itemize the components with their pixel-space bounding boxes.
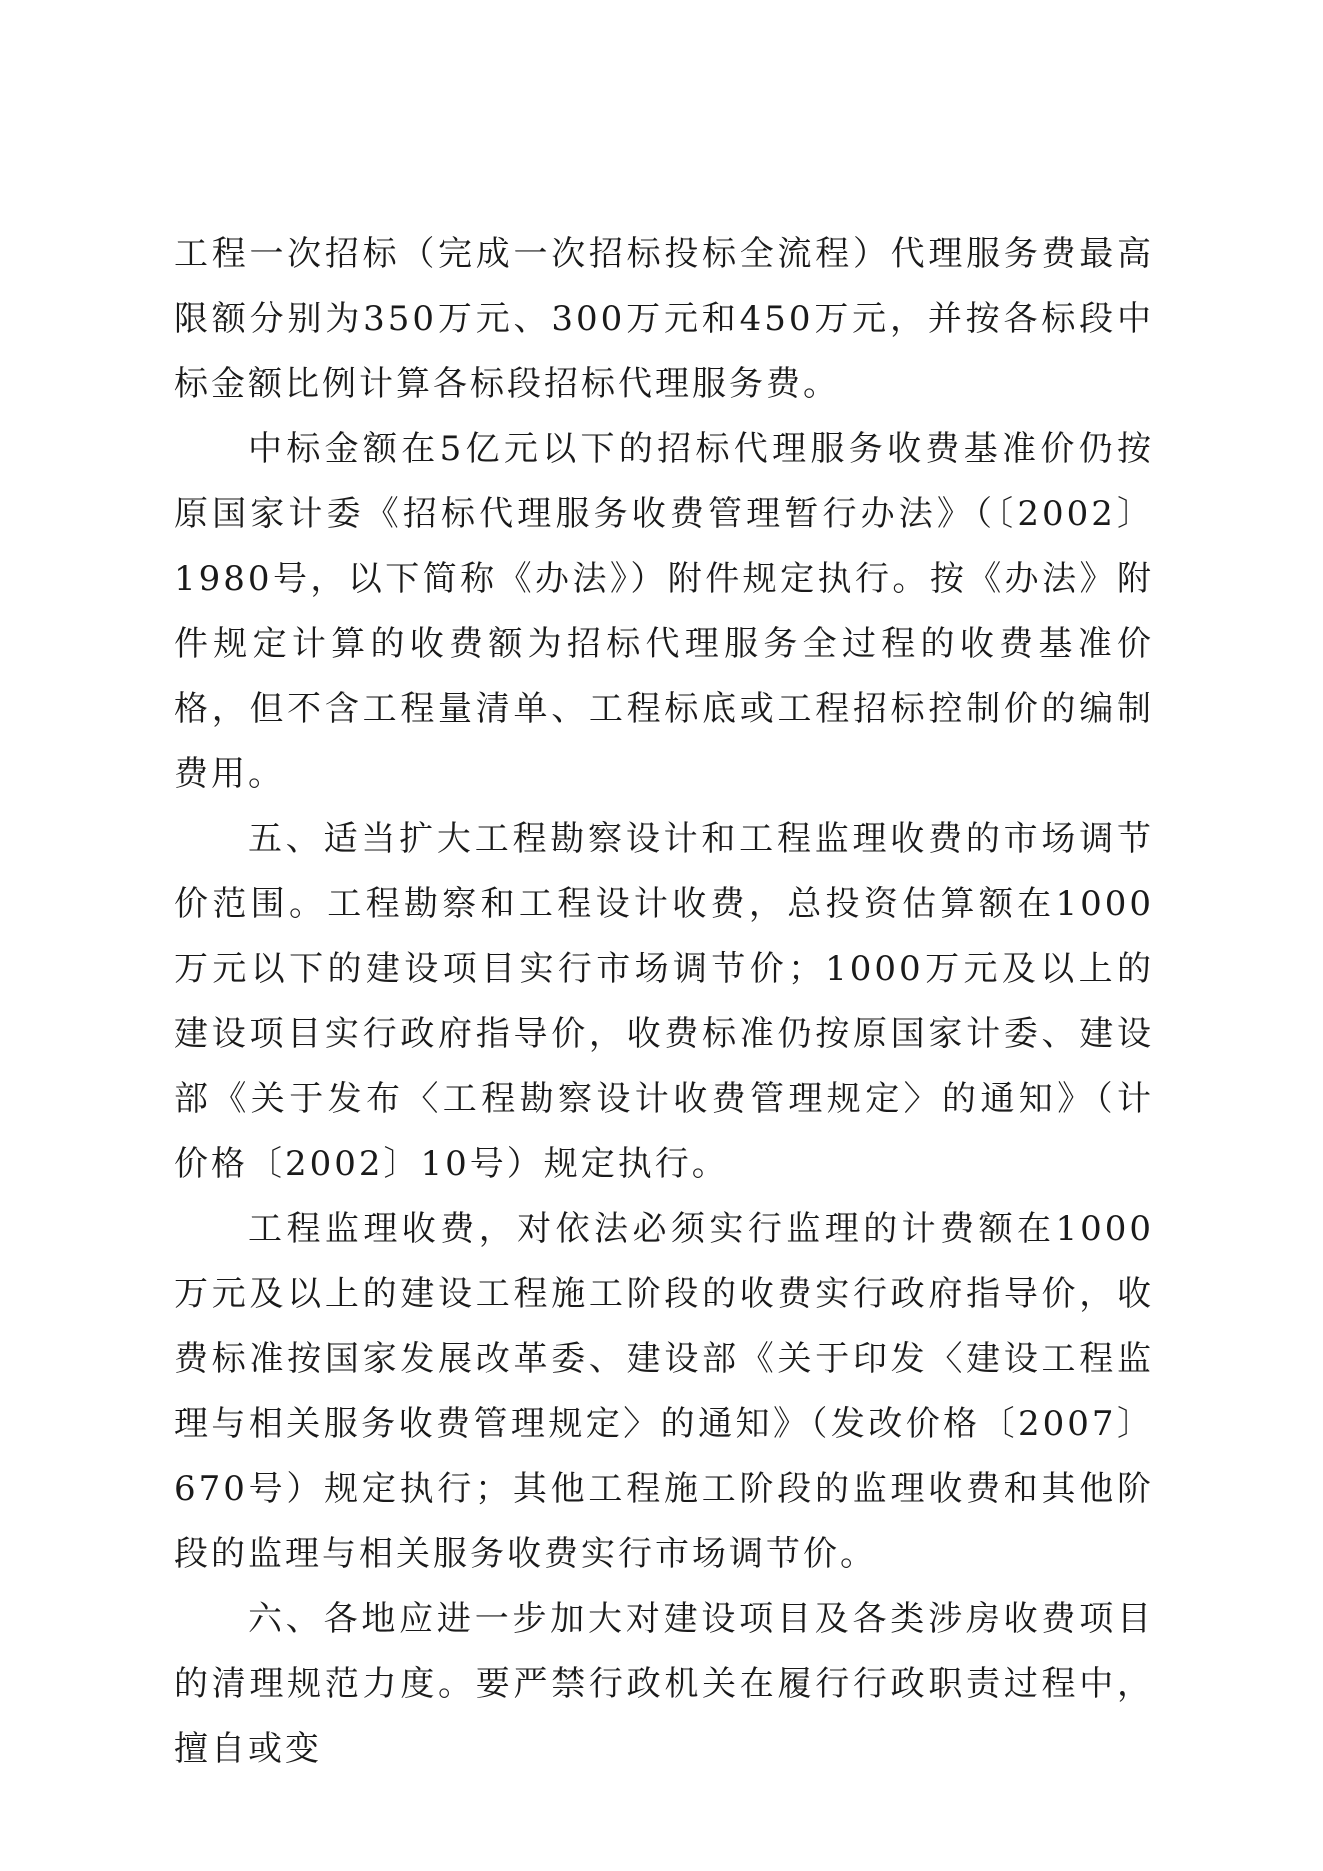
- paragraph-2: 中标金额在5亿元以下的招标代理服务收费基准价仍按原国家计委《招标代理服务收费管理暂行办法》（〔2002〕1980号，以下简称《办法》）附件规定执行。按《办法》附件规定计算的收费额为招标代理服务全过程的收费基准价格，但不含工程量清单、工程标底或工程招标控制价的编制费用。: [174, 429, 1154, 794]
- paragraph-3: 五、适当扩大工程勘察设计和工程监理收费的市场调节价范围。工程勘察和工程设计收费，总投资估算额在1000万元以下的建设项目实行市场调节价；1000万元及以上的建设项目实行政府指导价，收费标准仍按原国家计委、建设部《关于发布〈工程勘察设计收费管理规定〉的通知》（计价格〔2002〕10号）规定执行。: [174, 819, 1154, 1184]
- paragraph-1: 工程一次招标（完成一次招标投标全流程）代理服务费最高限额分别为350万元、300万元和450万元，并按各标段中标金额比例计算各标段招标代理服务费。: [174, 234, 1154, 404]
- paragraph-4: 工程监理收费，对依法必须实行监理的计费额在1000万元及以上的建设工程施工阶段的收费实行政府指导价，收费标准按国家发展改革委、建设部《关于印发〈建设工程监理与相关服务收费管理规定〉的通知》（发改价格〔2007〕670号）规定执行；其他工程施工阶段的监理收费和其他阶段的监理与相关服务收费实行市场调节价。: [174, 1209, 1154, 1574]
- paragraph-5: 六、各地应进一步加大对建设项目及各类涉房收费项目的清理规范力度。要严禁行政机关在履行行政职责过程中，擅自或变: [174, 1599, 1154, 1769]
- document-body: [174, 222, 1154, 1782]
